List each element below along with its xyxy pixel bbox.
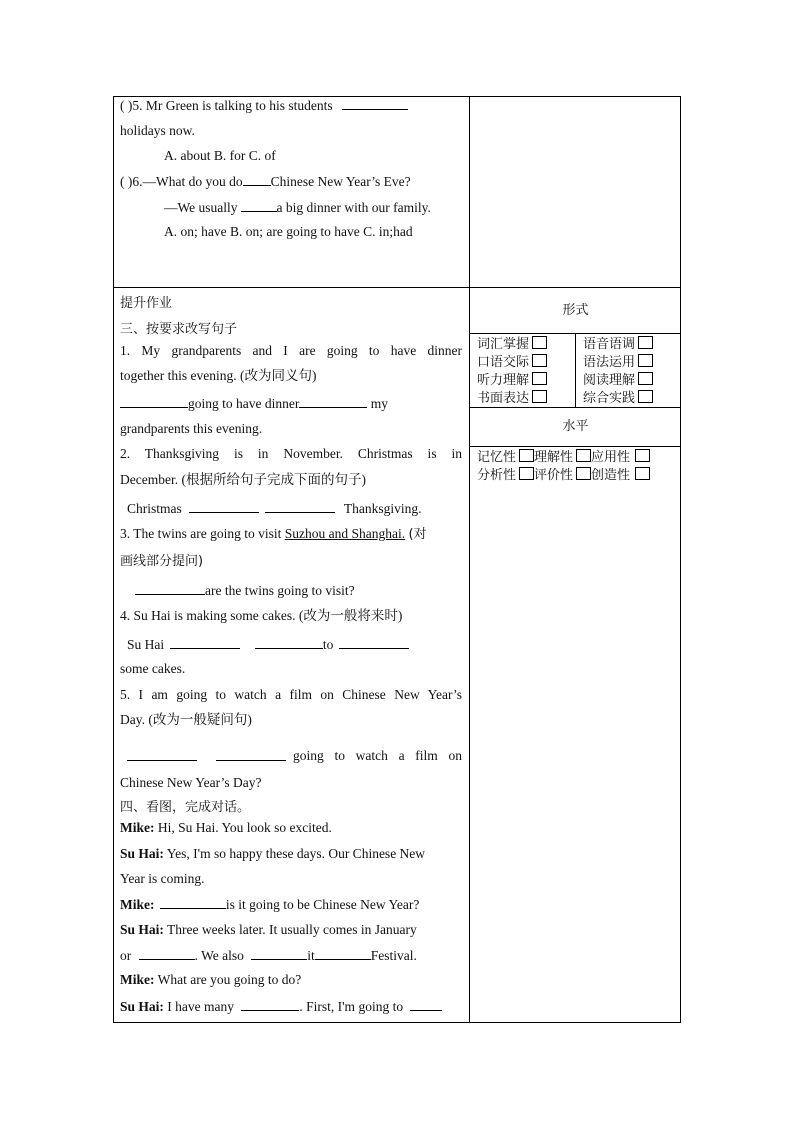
underlined-phrase: Suzhou and Shanghai. — [284, 526, 406, 541]
question-5-options: A. about B. for C. of — [164, 148, 276, 163]
sentence-3-answer: are the twins going to visit? — [135, 582, 355, 599]
form-item: 语法运用 — [583, 354, 653, 371]
sentence-3: 3. The twins are going to visit Suzhou and Shanghai. (对 — [120, 526, 427, 542]
answer-blank[interactable] — [299, 395, 367, 408]
form-item: 语音语调 — [583, 336, 653, 353]
column-divider — [469, 96, 470, 1023]
dialogue-line-4-continued: or . We also it Festival. — [120, 948, 417, 963]
form-item: 书面表达 — [477, 390, 547, 407]
answer-blank[interactable] — [120, 395, 188, 408]
question-5: ( )5. Mr Green is talking to his students — [120, 97, 408, 114]
row-divider — [113, 287, 681, 288]
sentence-2-answer: Christmas Thanksgiving. — [127, 501, 422, 516]
sentence-2-instruction: December. (根据所给句子完成下面的句子) — [120, 472, 366, 487]
sentence-2: 2. Thanksgiving is in November. Christmas is in — [120, 446, 462, 461]
question-5-continued: holidays now. — [120, 123, 195, 138]
form-item: 综合实践 — [583, 390, 653, 407]
checkbox[interactable] — [576, 449, 591, 462]
answer-blank[interactable] — [255, 636, 323, 649]
answer-blank[interactable] — [342, 97, 408, 110]
sentence-5: 5. I am going to watch a film on Chinese New Year’s — [120, 687, 462, 702]
sentence-3-instruction: 画线部分提问) — [120, 554, 204, 569]
answer-blank[interactable] — [251, 947, 307, 960]
sentence-1: 1. My grandparents and I are going to have dinner — [120, 343, 462, 358]
homework-title: 提升作业 — [120, 296, 173, 311]
form-item: 词汇掌握 — [477, 336, 547, 353]
sentence-5-answer-end: Chinese New Year’s Day? — [120, 775, 262, 790]
dialogue-line-1: Mike: Hi, Su Hai. You look so excited. — [120, 820, 332, 835]
level-title: 水平 — [562, 419, 589, 434]
answer-blank[interactable] — [315, 947, 371, 960]
checkbox[interactable] — [532, 354, 547, 367]
checkbox[interactable] — [532, 390, 547, 403]
form-title: 形式 — [562, 303, 589, 318]
answer-blank[interactable] — [241, 199, 277, 212]
part-3-title: 三、按要求改写句子 — [120, 322, 238, 337]
answer-blank[interactable] — [241, 998, 299, 1011]
dialogue-line-4: Su Hai: Three weeks later. It usually comes in January — [120, 922, 417, 937]
question-6: ( )6.—What do you do Chinese New Year’s Eve? — [120, 174, 411, 189]
checkbox[interactable] — [532, 336, 547, 349]
checkbox[interactable] — [638, 390, 653, 403]
answer-blank[interactable] — [243, 173, 271, 186]
answer-blank[interactable] — [189, 500, 259, 513]
sentence-5-instruction: Day. (改为一般疑问句) — [120, 712, 252, 727]
dialogue-line-2: Su Hai: Yes, I'm so happy these days. Our Chinese New — [120, 846, 426, 861]
checkbox[interactable] — [638, 354, 653, 367]
answer-blank[interactable] — [170, 636, 240, 649]
checkbox[interactable] — [519, 449, 534, 462]
sentence-1-answer-end: grandparents this evening. — [120, 421, 263, 436]
checkbox[interactable] — [635, 467, 650, 480]
sentence-1-answer: going to have dinner my — [120, 395, 388, 412]
checkbox[interactable] — [576, 467, 591, 480]
part-4-title: 四、看图，完成对话。 — [120, 800, 251, 815]
sentence-4-answer-end: some cakes. — [120, 661, 186, 676]
answer-blank[interactable] — [410, 998, 442, 1011]
form-item: 阅读理解 — [583, 372, 653, 389]
dialogue-line-5: Mike: What are you going to do? — [120, 972, 302, 987]
answer-blank[interactable] — [160, 896, 226, 909]
answer-blank[interactable] — [265, 500, 335, 513]
checkbox[interactable] — [638, 372, 653, 385]
checkbox[interactable] — [519, 467, 534, 480]
form-item: 听力理解 — [477, 372, 547, 389]
answer-blank[interactable] — [216, 748, 286, 761]
form-item: 口语交际 — [477, 354, 547, 371]
level-row-1: 记忆性 理解性 应用性 — [477, 449, 650, 466]
question-6-reply: —We usually a big dinner with our family. — [164, 200, 431, 215]
checkbox[interactable] — [532, 372, 547, 385]
level-row-2: 分析性 评价性 创造性 — [477, 467, 650, 484]
dialogue-line-6: Su Hai: I have many . First, I'm going to — [120, 998, 442, 1015]
form-grid-col-divider — [575, 334, 576, 407]
form-grid-divider — [470, 407, 681, 408]
sentence-1-instruction: together this evening. (改为同义句) — [120, 368, 317, 383]
checkbox[interactable] — [638, 336, 653, 349]
checkbox[interactable] — [635, 449, 650, 462]
sentence-4: 4. Su Hai is making some cakes. (改为一般将来时) — [120, 608, 403, 623]
sentence-5-answer: going to watch a film on — [127, 748, 462, 765]
question-6-options: A. on; have B. on; are going to have C. in;had — [164, 224, 413, 239]
answer-blank[interactable] — [339, 636, 409, 649]
answer-blank[interactable] — [127, 748, 197, 761]
sentence-4-answer: Su Hai to — [127, 636, 409, 653]
dialogue-line-2-continued: Year is coming. — [120, 871, 205, 886]
dialogue-line-3: Mike: is it going to be Chinese New Year? — [120, 897, 420, 912]
answer-blank[interactable] — [139, 947, 195, 960]
answer-blank[interactable] — [135, 582, 205, 595]
level-title-divider — [470, 446, 681, 447]
